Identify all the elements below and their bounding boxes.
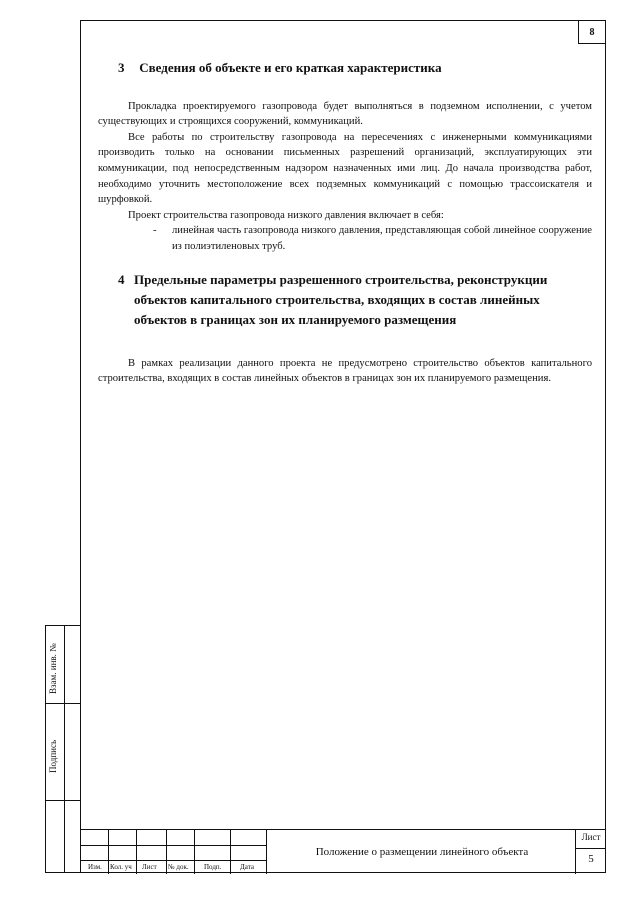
list-item-text: линейная часть газопровода низкого давления, представляющая собой линейное сооружение из полиэтиленовых труб.: [172, 225, 592, 252]
section-3-paragraph-2: Все работы по строительству газопровода на пересечениях с инженерными коммуникациями производить только на основании письменных разрешений организаций, эксплуатирующих эти коммуникации, под непосредственным надзором назначенных ими лиц. До начала производства работ, необходимо уточнить местоположение всех подземных коммуникаций с помощью трассоискателя и шурфовкой.: [98, 131, 592, 206]
title-block-grid: [80, 830, 266, 874]
side-divider: [45, 703, 81, 704]
section-4-number: 4: [118, 271, 125, 287]
section-4-paragraph-1: В рамках реализации данного проекта не предусмотрено строительство объектов капитального строительства, входящих в состав линейных объектов в границах зон их планируемого размещения.: [98, 357, 592, 385]
side-column-inner: [64, 625, 81, 873]
section-4-title: Предельные параметры разрешенного строительства, реконструкции объектов капитального строительства, входящих в состав линейных объектов в границах зон их планируемого размещения: [134, 271, 548, 327]
list-marker: -: [153, 225, 157, 237]
section-3-paragraph-1: Прокладка проектируемого газопровода будет выполняться в подземном исполнении, с учетом существующих и строящихся сооружений, коммуникаций.: [98, 100, 592, 128]
label-list: Лист: [142, 863, 157, 871]
side-label-podpis: Подпись: [48, 739, 58, 773]
sheet-box: [575, 830, 606, 874]
label-data: Дата: [240, 863, 254, 871]
section-3-heading: [98, 60, 592, 76]
label-kol-uch: Кол. уч: [110, 863, 132, 871]
label-podp: Подп.: [204, 863, 222, 871]
section-3-title: Сведения об объекте и его краткая характеристика: [139, 60, 442, 75]
document-body: [98, 60, 592, 387]
section-3-number: 3: [118, 60, 125, 75]
side-label-vzam: Взам. инв. №: [48, 643, 58, 694]
sheet-number: 5: [588, 853, 594, 865]
list-item: [98, 223, 592, 254]
label-doc-number: № док.: [168, 863, 189, 871]
label-izm: Изм.: [88, 863, 102, 871]
section-3-paragraph-3: Проект строительства газопровода низкого давления включает в себя:: [128, 209, 444, 221]
section-4-heading: [98, 270, 592, 330]
page-number: 8: [578, 21, 605, 44]
side-divider: [45, 800, 81, 801]
title-block-title: Положение о размещении линейного объекта: [266, 830, 577, 874]
title-block: [80, 829, 606, 874]
sheet-label: Лист: [581, 832, 601, 842]
